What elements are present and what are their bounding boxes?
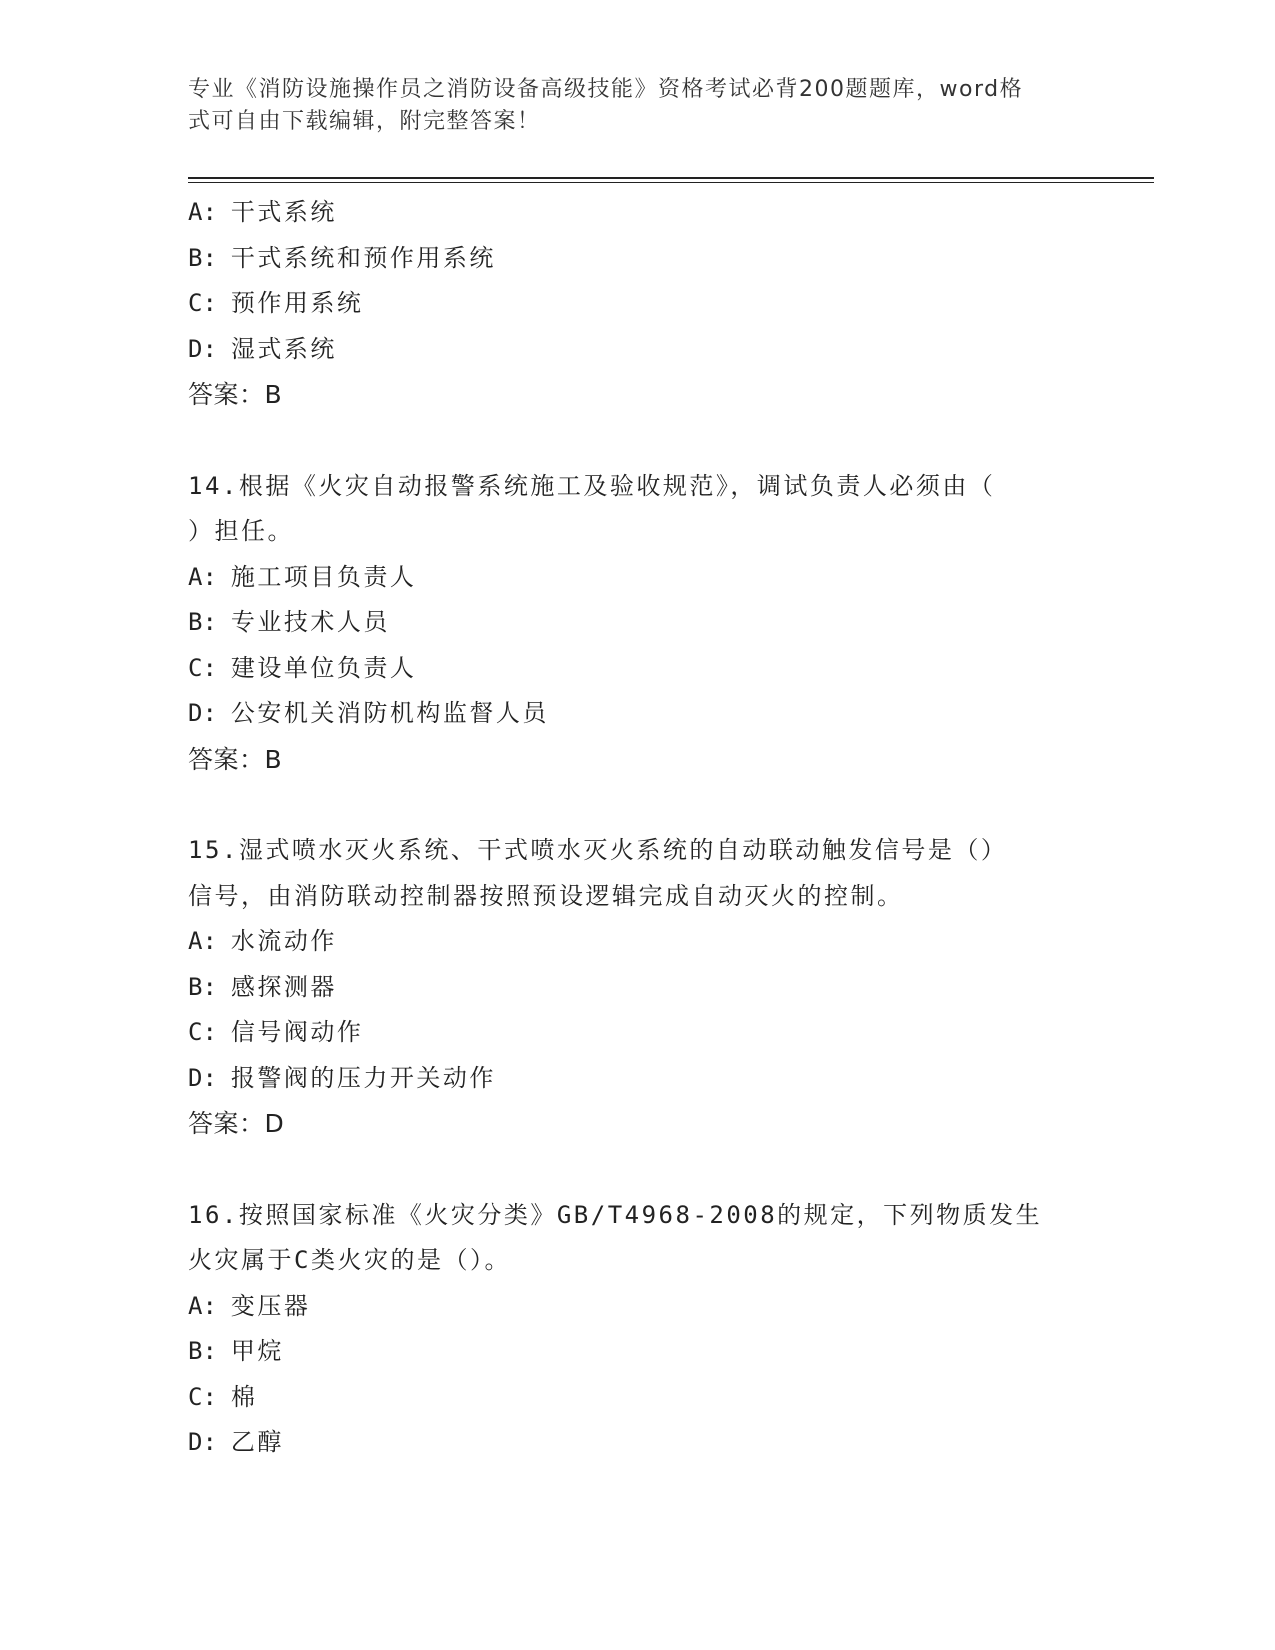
question-stem-line-2: 火灾属于C类火灾的是（）。 [188, 1246, 511, 1274]
question-15 [188, 828, 1088, 1147]
option-b: B: 干式系统和预作用系统 [188, 243, 496, 272]
option-d: D: 报警阀的压力开关动作 [188, 1063, 496, 1092]
option-b: B: 感探测器 [188, 972, 337, 1001]
question-14 [188, 464, 1088, 783]
question-stem-line-2: ）担任。 [188, 517, 294, 545]
option-a: A: 水流动作 [188, 927, 337, 955]
option-c: C: 信号阀动作 [188, 1018, 364, 1046]
answer-line: 答案：B [188, 380, 283, 409]
question-stem-line-1: 14.根据《火灾自动报警系统施工及验收规范》，调试负责人必须由（ [188, 471, 996, 500]
option-a: A: 施工项目负责人 [188, 562, 417, 591]
document-header [188, 74, 1088, 138]
option-a: A: 变压器 [188, 1291, 311, 1320]
question-16 [188, 1193, 1088, 1466]
header-line-1: 专业《消防设施操作员之消防设备高级技能》资格考试必背200题题库，word格 [188, 77, 1024, 102]
option-d: D: 乙醇 [188, 1428, 284, 1456]
option-c: C: 预作用系统 [188, 289, 364, 317]
question-stem-line-1: 16.按照国家标准《火灾分类》GB/T4968-2008的规定，下列物质发生 [188, 1200, 1043, 1229]
question-13 [188, 190, 1088, 418]
question-stem-line-2: 信号，由消防联动控制器按照预设逻辑完成自动灭火的控制。 [188, 881, 904, 910]
answer-line: 答案：D [188, 1109, 285, 1138]
header-divider-thin [188, 182, 1154, 183]
question-stem-line-1: 15.湿式喷水灭火系统、干式喷水灭火系统的自动联动触发信号是（） [188, 836, 1008, 864]
option-c: C: 棉 [188, 1382, 258, 1411]
option-d: D: 湿式系统 [188, 334, 337, 363]
header-line-2: 式可自由下载编辑，附完整答案！ [188, 109, 541, 134]
question-list [188, 190, 1088, 1466]
option-a: A: 干式系统 [188, 198, 337, 226]
option-b: B: 专业技术人员 [188, 608, 390, 636]
option-d: D: 公安机关消防机构监督人员 [188, 699, 549, 727]
option-b: B: 甲烷 [188, 1337, 284, 1365]
answer-line: 答案：B [188, 744, 283, 774]
option-c: C: 建设单位负责人 [188, 653, 417, 682]
header-divider-thick [188, 177, 1154, 179]
